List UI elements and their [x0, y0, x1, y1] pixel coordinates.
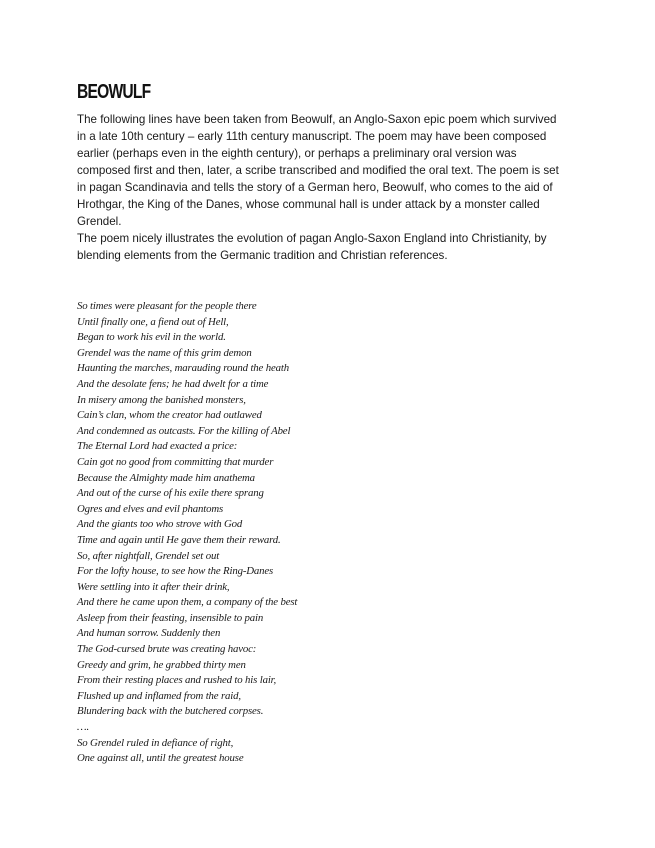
poem-line: Time and again until He gave them their reward.	[77, 533, 281, 546]
poem-line: So Grendel ruled in defiance of right,	[77, 736, 234, 749]
poem-line: Were settling into it after their drink,	[77, 580, 230, 593]
poem-line: Grendel was the name of this grim demon	[77, 346, 252, 359]
poem-line: One against all, until the greatest house	[77, 752, 244, 765]
poem-line: And condemned as outcasts. For the killing of Abel	[77, 424, 291, 437]
poem-line: Greedy and grim, he grabbed thirty men	[77, 658, 246, 671]
poem-line: For the lofty house, to see how the Ring-Danes	[77, 565, 274, 578]
poem-line: From their resting places and rushed to his lair,	[77, 674, 277, 687]
poem-line: Ogres and elves and evil phantoms	[77, 502, 224, 515]
poem-line: The God-cursed brute was creating havoc:	[77, 643, 257, 656]
page-title: BEOWULF	[77, 81, 151, 103]
poem-line: And the desolate fens; he had dwelt for a time	[77, 377, 269, 390]
poem-line: So times were pleasant for the people there	[77, 300, 257, 312]
intro-text	[77, 111, 567, 264]
poem-line: Blundering back with the butchered corpses.	[77, 705, 264, 718]
poem-line: ….	[77, 721, 89, 734]
poem-line: And the giants too who strove with God	[77, 518, 243, 531]
intro-paragraph: The following lines have been taken from Beowulf, an Anglo-Saxon epic poem which survived in a late 10th century – early 11th century manuscript. The poem may have been composed earlier (perhaps even in the eighth century), or perhaps a preliminary oral version was composed first and then, later, a scribe transcribed and modified the oral text. The poem is set in pagan Scandinavia and tells the story of a German hero, Beowulf, who comes to the aid of Hrothgar, the King of the Danes, whose communal hall is under attack by a monster called Grendel.	[77, 113, 559, 228]
poem-line: So, after nightfall, Grendel set out	[77, 549, 220, 562]
poem-line: Because the Almighty made him anathema	[77, 471, 255, 484]
poem-line: Asleep from their feasting, insensible to pain	[77, 611, 264, 624]
poem-line: The Eternal Lord had exacted a price:	[77, 440, 238, 453]
poem-line: Cain’s clan, whom the creator had outlawed	[77, 409, 262, 422]
poem-line: And there he came upon them, a company of the best	[77, 596, 298, 609]
poem-line: Until finally one, a fiend out of Hell,	[77, 315, 229, 328]
intro-paragraph: The poem nicely illustrates the evolution of pagan Anglo-Saxon England into Christianity, by blending elements from the Germanic tradition and Christian references.	[77, 232, 547, 262]
poem-line: In misery among the banished monsters,	[77, 393, 246, 406]
poem-line: And out of the curse of his exile there sprang	[77, 487, 264, 500]
poem-excerpt	[77, 299, 477, 767]
poem-line: Haunting the marches, marauding round the heath	[77, 362, 289, 375]
poem-line: Began to work his evil in the world.	[77, 331, 226, 344]
poem-line: And human sorrow. Suddenly then	[77, 627, 221, 640]
poem-line: Cain got no good from committing that murder	[77, 455, 274, 468]
poem-line: Flushed up and inflamed from the raid,	[77, 689, 241, 702]
